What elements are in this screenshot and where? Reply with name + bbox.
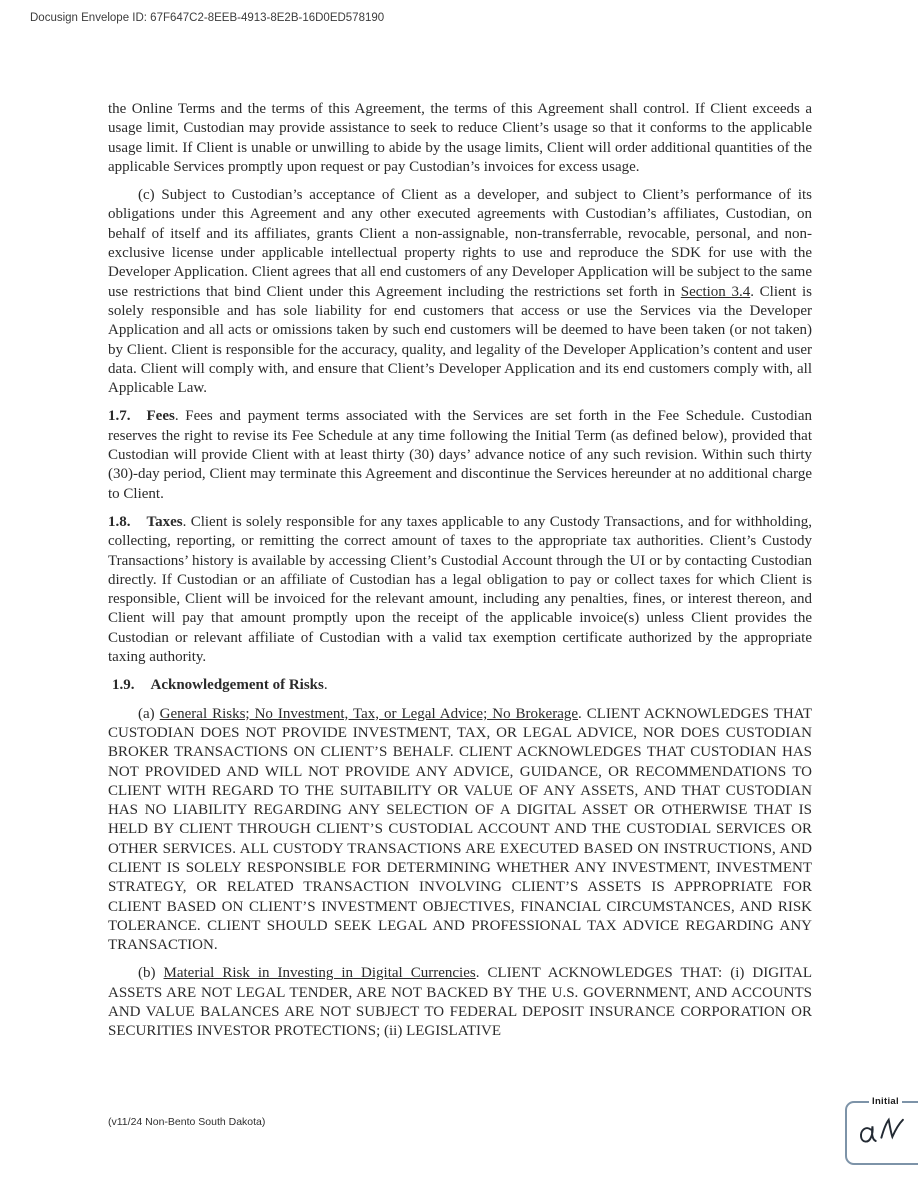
paragraph-section-1-9-heading bbox=[108, 676, 812, 695]
section-heading-acknowledgement-of-risks: Acknowledgement of Risks bbox=[150, 677, 324, 694]
section-1-7-text: . Fees and payment terms associated with the Services are set forth in the Fee Schedule. Custodian reserves the right to revise its Fee Schedule at any time following the Initial Term (as defined below), provided that Custodian will provide Client with at least thirty (30) days’ advance notice of any such revision. Within such thirty (30)-day period, Client may terminate this Agreement and discontinue the Services hereunder at no additional charge to Client. bbox=[108, 408, 812, 502]
clause-a-text: . CLIENT ACKNOWLEDGES THAT CUSTODIAN DOES NOT PROVIDE INVESTMENT, TAX, OR LEGAL ADVICE, NOR DOES CUSTODIAN BROKER TRANSACTIONS ON CLIENT’S BEHALF. CLIENT ACKNOWLEDGES THAT CUSTODIAN HAS NOT PROVIDED AND WILL NOT PROVIDE ANY ADVICE, GUIDANCE, OR RECOMMENDATIONS TO CLIENT WITH REGARD TO THE SUITABILITY OR VALUE OF ANY ASSETS, AND THAT CUSTODIAN HAS NO LIABILITY REGARDING ANY SELECTION OF A DIGITAL ASSET OR OTHERWISE THAT IS HELD BY CLIENT THROUGH CLIENT’S CUSTODIAL ACCOUNT AND THE CUSTODIAL SERVICES OR OTHER SERVICES. ALL CUSTODY TRANSACTIONS ARE EXECUTED BASED ON INSTRUCTIONS, AND CLIENT IS SOLELY RESPONSIBLE FOR DETERMINING WHETHER ANY INVESTMENT, INVESTMENT STRATEGY, OR RELATED TRANSACTION INVOLVING CLIENT’S ASSETS IS APPROPRIATE FOR CLIENT BASED ON CLIENT’S INVESTMENT OBJECTIVES, FINANCIAL CIRCUMSTANCES, AND RISK TOLERANCE. CLIENT SHOULD SEEK LEGAL AND PROFESSIONAL TAX ADVICE REGARDING ANY TRANSACTION. bbox=[108, 705, 812, 954]
section-number-1-9: 1.9. bbox=[112, 677, 135, 694]
clause-b-text: . CLIENT ACKNOWLEDGES THAT: (i) DIGITAL ASSETS ARE NOT LEGAL TENDER, ARE NOT BACKED BY THE U.S. GOVERNMENT, AND ACCOUNTS AND VALUE BALANCES ARE NOT SUBJECT TO FEDERAL DEPOSIT INSURANCE CORPORATION OR SECURITIES INVESTOR PROTECTIONS; (ii) LEGISLATIVE bbox=[108, 965, 812, 1040]
section-number-1-8: 1.8. bbox=[108, 513, 131, 530]
paragraph-clause-b bbox=[108, 964, 812, 1041]
clause-a-label: (a) bbox=[138, 705, 160, 722]
initials-signature bbox=[857, 1113, 909, 1151]
section-heading-fees: Fees bbox=[146, 408, 175, 425]
section-1-9-period: . bbox=[323, 677, 328, 694]
paragraph-section-1-7 bbox=[108, 407, 812, 503]
clause-b-heading-material-risk: Material Risk in Investing in Digital Currencies bbox=[163, 965, 476, 982]
paragraph-clause-a bbox=[108, 705, 812, 956]
clause-c-text-lead: (c) Subject to Custodian’s acceptance of Client as a developer, and subject to Client’s performance of its obligations under this Agreement and any other executed agreements with Custodian’s affiliates, Custodian, on behalf of itself and its affiliates, grants Client a non-assignable, non-transferrable, revocable, personal, and non-exclusive license under applicable intellectual property rights to use and reproduce the SDK for use with the Developer Application. Client agrees that all end customers of any Developer Application will be subject to the same use restrictions that bind Client under this Agreement including the restrictions set forth in bbox=[108, 187, 812, 300]
docusign-initial-tab[interactable] bbox=[845, 1096, 918, 1165]
clause-a-heading-general-risks: General Risks; No Investment, Tax, or Legal Advice; No Brokerage bbox=[159, 705, 579, 722]
section-1-8-text: . Client is solely responsible for any taxes applicable to any Custody Transactions, and for withholding, collecting, reporting, or remitting the correct amount of taxes to the appropriate tax authorities. Client’s Custody Transactions’ history is available by accessing Client’s Custodial Account through the UI or by contacting Custodian directly. If Custodian or an affiliate of Custodian has a legal obligation to pay or collect taxes for which Client is responsible, Client will be invoiced for the relevant amount, including any penalties, fines, or interest thereon, and Client will pay that amount promptly upon the receipt of the applicable invoice(s) unless Client provides the Custodian or relevant affiliate of Custodian with a valid tax exemption certificate authorized by the appropriate taxing authority. bbox=[108, 513, 812, 666]
clause-c-text-tail: . Client is solely responsible and has sole liability for end customers that access or use the Services via the Developer Application and all acts or omissions taken by such end customers will be deemed to have been taken (or not taken) by Client. Client is responsible for the accuracy, quality, and legality of the Developer Application’s content and user data. Client will comply with, and ensure that Client’s Developer Application and its end customers comply with, all Applicable Law. bbox=[108, 283, 813, 397]
section-heading-taxes: Taxes bbox=[146, 513, 183, 530]
section-3-4-reference: Section 3.4 bbox=[680, 283, 751, 300]
initial-tab-label: Initial bbox=[869, 1096, 902, 1107]
paragraph-section-1-8 bbox=[108, 513, 812, 667]
version-footer-note: (v11/24 Non-Bento South Dakota) bbox=[108, 1116, 266, 1128]
section-number-1-7: 1.7. bbox=[108, 408, 131, 425]
paragraph-clause-c bbox=[108, 186, 812, 398]
docusign-envelope-id: Docusign Envelope ID: 67F647C2-8EEB-4913-8E2B-16D0ED578190 bbox=[30, 12, 385, 24]
paragraph-usage-limits: the Online Terms and the terms of this Agreement, the terms of this Agreement shall control. If Client exceeds a usage limit, Custodian may provide assistance to seek to reduce Client’s usage so that it conforms to the applicable usage limit. If Client is unable or unwilling to abide by the usage limits, Client will order additional quantities of the applicable Services promptly upon request or pay Custodian’s invoices for excess usage. bbox=[108, 101, 812, 175]
clause-b-label: (b) bbox=[138, 965, 164, 982]
document-body bbox=[108, 100, 812, 1051]
